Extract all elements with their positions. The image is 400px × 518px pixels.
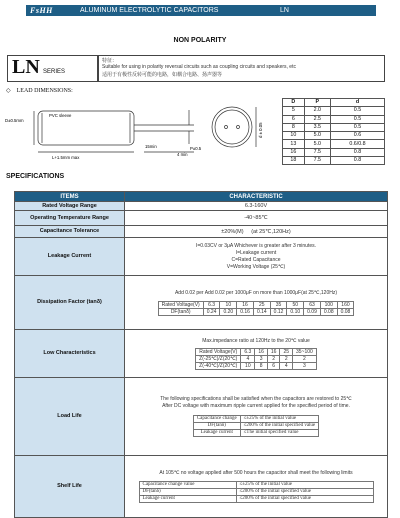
cell: 6: [283, 115, 305, 123]
dimensions-table: [282, 98, 385, 165]
tolerance-condition: (at 25℃,120Hz): [251, 228, 291, 235]
col-d: D: [283, 99, 305, 107]
cell: 2.5: [304, 115, 330, 123]
spec-row-shelf-life: [15, 456, 388, 518]
cell: 16: [237, 301, 254, 308]
cell: 16: [267, 348, 280, 355]
features-box: [98, 55, 385, 82]
non-polarity-heading: NON POLARITY: [173, 37, 227, 44]
cell: Rated Voltage(V): [196, 348, 241, 355]
cell: 0.09: [304, 308, 321, 315]
spec-label: Shelf Life: [15, 456, 125, 518]
cell: ≤±25% of the initial value: [236, 482, 373, 489]
table-row: [196, 362, 317, 369]
cell: DF(tanδ): [193, 423, 240, 430]
table-row: [196, 348, 317, 355]
cell: 2.0: [304, 107, 330, 115]
cell: 0.16: [237, 308, 254, 315]
cell: 7.5: [304, 148, 330, 156]
spec-header-row: [15, 192, 388, 202]
cell: 160: [337, 301, 354, 308]
cell: 2: [280, 355, 293, 362]
cell: 0.08: [337, 308, 354, 315]
series-box: [7, 55, 98, 82]
table-row: [283, 115, 385, 123]
lead-min-label: 15min: [145, 144, 157, 149]
spec-row-leakage: [15, 238, 388, 276]
cell: 25: [253, 301, 270, 308]
table-row: [193, 416, 318, 423]
spec-value: [125, 378, 388, 456]
items-header: ITEMS: [15, 192, 125, 202]
cell: DF(tanδ): [139, 489, 236, 496]
lead-dia-label: d ± 0.05: [258, 122, 263, 138]
cell: 7.5: [304, 157, 330, 165]
cell: 5.0: [304, 132, 330, 140]
cell: 0.24: [203, 308, 220, 315]
leakage-formula: I=0.03CV or 3μA Whichever is greater after 3 minutes.: [195, 242, 317, 249]
table-header-row: [283, 99, 385, 107]
cell: Z(-25℃)/Z(20℃): [196, 355, 241, 362]
header-title: ALUMINUM ELECTROLYTIC CAPACITORS: [80, 7, 219, 14]
cell: 0.6: [330, 132, 384, 140]
cell: 0.5: [330, 115, 384, 123]
table-row: [283, 123, 385, 131]
length-label: L+1.5mm max: [52, 155, 80, 160]
cell: 5.0: [304, 140, 330, 148]
load-life-desc-1: The following specifications shall be satisfied when the capacitors are restored to 25℃: [160, 396, 352, 402]
spec-value: -40~85℃: [125, 211, 388, 226]
leakage-def-i: I=Leakage current: [235, 249, 277, 256]
table-row: [139, 496, 373, 503]
cell: 8: [255, 362, 268, 369]
cell: 3.5: [304, 123, 330, 131]
cell: ≤200% of the initial specified value: [236, 489, 373, 496]
spec-value: [125, 276, 388, 330]
cell: 35: [270, 301, 287, 308]
header-bar: [26, 5, 376, 16]
table-row: [193, 423, 318, 430]
spec-row-low-temp: [15, 330, 388, 378]
table-row: [139, 489, 373, 496]
cell: 0.10: [287, 308, 304, 315]
cell: ≤±25% of the initial value: [240, 416, 318, 423]
cell: 8: [283, 123, 305, 131]
cell: 0.6/0.8: [330, 140, 384, 148]
features-title: 特征：: [102, 58, 118, 64]
df-row-label: Rated Voltage(V): [158, 301, 203, 308]
series-label: SERIES: [43, 69, 66, 75]
cell: 2: [293, 355, 317, 362]
cell: Capacitance change: [193, 416, 240, 423]
cell: 5: [283, 107, 305, 115]
cell: ≤200% of the initial specified value: [240, 423, 318, 430]
spec-label: Operating Temperature Range: [15, 211, 125, 226]
spec-row-operating-temp: [15, 211, 388, 226]
df-row-label: DF(tanδ): [158, 308, 203, 315]
cell: 6.3: [241, 348, 255, 355]
cell: 2: [267, 355, 280, 362]
cell: Leakage current: [193, 430, 240, 437]
cell: 10: [283, 132, 305, 140]
cell: 0.8: [330, 157, 384, 165]
table-row: [193, 430, 318, 437]
cell: 50: [287, 301, 304, 308]
table-row: [283, 140, 385, 148]
df-voltage-row: [158, 301, 354, 308]
table-row: [283, 107, 385, 115]
spec-label: Low Characteristics: [15, 330, 125, 378]
shelf-life-desc: At 105℃ no voltage applied after 500 hours the capacitor shall meet the following limits: [159, 470, 353, 476]
spec-value: [125, 226, 388, 238]
cell: ≤200% of the initial specified value: [236, 496, 373, 503]
cell: 0.08: [320, 308, 337, 315]
lead-dimensions-title: ◇ LEAD DIMENSIONS:: [6, 88, 73, 94]
cell: 13: [283, 140, 305, 148]
features-cn: 适用于有极性反转可能的电路，如耦合电路、扬声器等: [102, 72, 223, 78]
table-row: [139, 482, 373, 489]
cell: 0.5: [330, 107, 384, 115]
cell: 63: [304, 301, 321, 308]
features-en: Suitable for using in polarity reversal circuits such as coupling circuits and speakers, etc: [102, 64, 296, 70]
cell: 10: [220, 301, 237, 308]
series-name: LN: [12, 56, 40, 78]
spec-label: Rated Voltage Range: [15, 202, 125, 211]
specifications-table: [14, 191, 388, 518]
specifications-heading: SPECIFICATIONS: [6, 173, 65, 180]
brand-logo: FsHH: [30, 6, 53, 15]
spec-row-dissipation: [15, 276, 388, 330]
cell: 0.20: [220, 308, 237, 315]
cell: 35~100: [293, 348, 317, 355]
cell: 6.3: [203, 301, 220, 308]
cell: 10: [241, 362, 255, 369]
table-row: [283, 148, 385, 156]
df-value-row: [158, 308, 354, 315]
col-p: P: [304, 99, 330, 107]
sleeve-label: PVC sleeve: [49, 113, 72, 118]
cell: 0.12: [270, 308, 287, 315]
spec-label: Leakage Current: [15, 238, 125, 276]
cell: 16: [283, 148, 305, 156]
spec-label: Load Life: [15, 378, 125, 456]
cell: 4: [280, 362, 293, 369]
df-note: Add 0.02 per Add 0.02 per 1000μF on more than 1000μF(at 25℃,120Hz): [174, 289, 338, 296]
spec-row-rated-voltage: [15, 202, 388, 211]
shelf-life-table: [139, 481, 374, 503]
spec-value: [125, 456, 388, 518]
load-life-desc-2: After DC voltage with maximum ripple current applied for the specified period of time.: [162, 403, 350, 409]
spec-row-load-life: [15, 378, 388, 456]
end-view-circle: [212, 107, 252, 147]
load-life-table: [193, 415, 319, 437]
characteristic-header: CHARACTERISTIC: [125, 192, 388, 202]
spec-label: Capacitance Tolerance: [15, 226, 125, 238]
cell: 0.5: [330, 123, 384, 131]
diameter-label: D±0.5mm: [5, 118, 24, 123]
cell: Leakage current: [139, 496, 236, 503]
cell: 25: [280, 348, 293, 355]
header-series-code: LN: [280, 7, 289, 14]
cell: ≤The initial specified value: [240, 430, 318, 437]
tolerance-value: ±20%(M): [221, 228, 244, 235]
cell: 6: [267, 362, 280, 369]
leakage-def-c: C=Rated Capacitance: [231, 256, 281, 263]
lead-min4-label: 4 min: [177, 152, 188, 157]
table-row: [283, 157, 385, 165]
cell: 4: [241, 355, 255, 362]
cell: 0.8: [330, 148, 384, 156]
cell: 18: [283, 157, 305, 165]
cell: 100: [320, 301, 337, 308]
cell: 3: [293, 362, 317, 369]
spec-value: [125, 238, 388, 276]
cell: 3: [255, 355, 268, 362]
low-temp-note: Max.impedance ratio at 120Hz to the 20℃ value: [202, 337, 310, 344]
spec-row-capacitance-tolerance: [15, 226, 388, 238]
cell: 0.14: [253, 308, 270, 315]
lead-dimensions-diagram: [4, 100, 276, 168]
cell: 16: [255, 348, 268, 355]
table-row: [283, 132, 385, 140]
cell: Capacitance change value: [139, 482, 236, 489]
df-table: [158, 301, 355, 316]
leakage-def-v: V=Working Voltage (25℃): [226, 263, 286, 270]
table-row: [196, 355, 317, 362]
col-lead-d: d: [330, 99, 384, 107]
cell: Z(-40℃)/Z(20℃): [196, 362, 241, 369]
spec-value: [125, 330, 388, 378]
spec-label: Dissipation Factor (tanδ): [15, 276, 125, 330]
low-temp-table: [195, 348, 317, 370]
pitch-label: P±0.5: [190, 146, 202, 151]
spec-value: 6.3-160V: [125, 202, 388, 211]
